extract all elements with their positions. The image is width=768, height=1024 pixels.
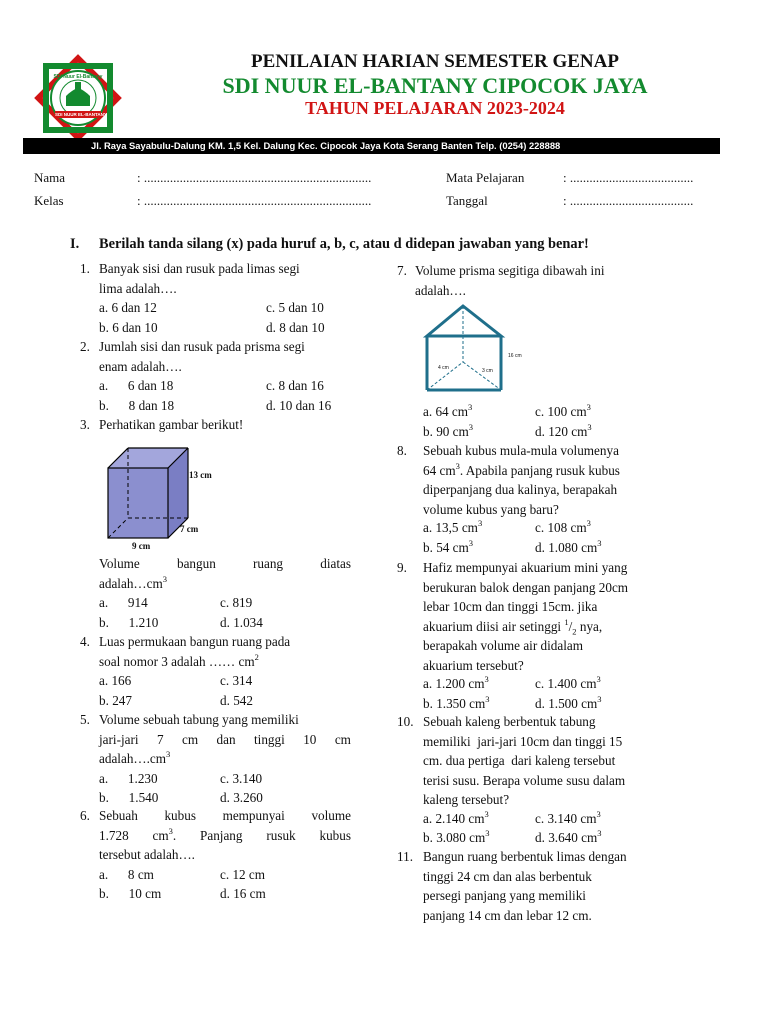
- prism-figure: [418, 302, 538, 394]
- question-text: volume kubus yang baru?: [423, 501, 559, 517]
- question-text: Perhatikan gambar berikut!: [99, 417, 244, 432]
- option-c[interactable]: c. 8 dan 16: [266, 378, 324, 393]
- logo-banner-text: SDI NUUR EL-BANTANY: [55, 112, 107, 117]
- nama-field[interactable]: : ......................................................................: [137, 170, 372, 185]
- option-d[interactable]: d. 3.260: [220, 790, 263, 805]
- option-b[interactable]: b. 90 $cm^3$: [423, 421, 474, 439]
- option-b[interactable]: b. 10 cm: [99, 886, 162, 901]
- option-b[interactable]: b. 1.540: [99, 790, 159, 805]
- question-text: persegi panjang yang memiliki: [423, 888, 586, 903]
- question-text: Sebuah kaleng berbentuk tabung: [423, 714, 596, 729]
- option-a[interactable]: a. 8 cm: [99, 866, 154, 882]
- question-text: Volume sebuah tabung yang memiliki: [99, 712, 299, 727]
- option-d[interactable]: d. 10 dan 16: [266, 397, 332, 413]
- mapel-label: Mata Pelajaran: [446, 170, 525, 185]
- option-d[interactable]: d. 542: [220, 692, 253, 708]
- dimension-label: 16 cm: [508, 353, 522, 359]
- question-number: 3.: [80, 417, 90, 432]
- question-text: Sebuah kubus mempunyai volume: [99, 808, 351, 823]
- question-text: cm. dua pertiga dari kaleng tersebut: [423, 753, 616, 768]
- dimension-label: 7 cm: [180, 524, 199, 534]
- option-b[interactable]: b. 1.210: [99, 614, 159, 630]
- option-a[interactable]: a. 914: [99, 595, 148, 610]
- question-text: Banyak sisi dan rusuk pada limas segi: [99, 261, 300, 276]
- question-text: $adalah\dots.cm^3$: [99, 749, 171, 766]
- question-text: Bangun ruang berbentuk limas dengan: [423, 849, 627, 864]
- cuboid-figure: [100, 440, 230, 552]
- option-a[interactable]: a. 64 $cm^3$: [423, 402, 473, 419]
- option-c[interactable]: c. 5 dan 10: [266, 300, 324, 315]
- question-text: Jumlah sisi dan rusuk pada prisma segi: [99, 339, 305, 354]
- option-b[interactable]: b. 54 $cm^3$: [423, 537, 474, 555]
- question-text: berukuran balok dengan panjang 20cm: [423, 579, 629, 595]
- question-text: 64 $cm^3$. Apabila panjang rusuk kubus: [423, 460, 620, 478]
- question-text: jari-jari 7 cm dan tinggi 10 cm: [99, 731, 351, 747]
- question-number: 1.: [80, 261, 90, 276]
- option-c[interactable]: c. 100 $cm^3$: [535, 402, 591, 419]
- option-b[interactable]: b. 6 dan 10: [99, 319, 158, 335]
- option-c[interactable]: c. 12 cm: [220, 866, 266, 882]
- option-c[interactable]: c. 314: [220, 673, 253, 688]
- question-text: tinggi 24 cm dan alas berbentuk: [423, 868, 592, 884]
- section-instruction: Berilah tanda silang (x) pada huruf a, b, c, atau d didepan jawaban yang benar!: [99, 236, 589, 252]
- mapel-field[interactable]: : ......................................: [563, 170, 694, 185]
- question-text: soal nomor 3 adalah …… $cm^2$: [99, 651, 259, 669]
- question-text: $adalah\dots cm^3$: [99, 573, 167, 591]
- option-a[interactable]: a. 1.230: [99, 770, 158, 786]
- option-d[interactable]: d. 120 $cm^3$: [535, 421, 592, 439]
- question-text: enam adalah….: [99, 358, 182, 374]
- option-a[interactable]: a. 6 dan 18: [99, 378, 174, 393]
- question-number: 9.: [397, 560, 407, 575]
- question-text: kaleng tersebut?: [423, 792, 510, 807]
- section-number: I.: [70, 236, 80, 252]
- question-text: lima adalah….: [99, 280, 177, 296]
- question-text: memiliki jari-jari 10cm dan tinggi 15: [423, 733, 623, 749]
- option-d[interactable]: d. 1.500 $cm^3$: [535, 693, 602, 711]
- question-text: akuarium tersebut?: [423, 657, 524, 673]
- kelas-label: Kelas: [34, 193, 64, 208]
- option-a[interactable]: a. 2.140 $cm^3$: [423, 808, 489, 826]
- option-a[interactable]: a. 6 dan 12: [99, 300, 157, 315]
- option-d[interactable]: d. 1.080 $cm^3$: [535, 537, 602, 555]
- option-d[interactable]: d. 3.640 $cm^3$: [535, 828, 602, 845]
- question-text: Volume prisma segitiga dibawah ini: [415, 263, 605, 278]
- question-number: 4.: [80, 634, 90, 649]
- option-c[interactable]: c. 108 $cm^3$: [535, 518, 591, 535]
- question-text: lebar 10cm dan tinggi 15cm. jika: [423, 599, 598, 614]
- address-bar: Jl. Raya Sayabulu-Dalung KM. 1,5 Kel. Dalung Kec. Cipocok Jaya Kota Serang Banten Telp. (0254) 228888: [23, 138, 720, 154]
- tanggal-field[interactable]: : ......................................: [563, 193, 694, 208]
- option-b[interactable]: b. 1.350 $cm^3$: [423, 693, 490, 711]
- question-number: 10.: [397, 714, 414, 729]
- tanggal-label: Tanggal: [446, 193, 488, 208]
- option-b[interactable]: b. 8 dan 18: [99, 397, 175, 413]
- question-text: akuarium diisi air setinggi $^1/_2$ nya,: [423, 616, 603, 637]
- question-number: 11.: [397, 849, 413, 864]
- option-a[interactable]: a. 166: [99, 673, 132, 688]
- question-text: adalah….: [415, 282, 466, 298]
- question-number: 5.: [80, 712, 90, 727]
- option-a[interactable]: a. 13,5 $cm^3$: [423, 518, 483, 535]
- school-logo: [22, 56, 134, 140]
- question-text: diperpanjang dua kalinya, berapakah: [423, 482, 618, 497]
- question-text: Volume bangun ruang diatas: [99, 556, 351, 571]
- question-text: berapakah volume air didalam: [423, 638, 584, 653]
- academic-year: TAHUN PELAJARAN 2023-2024: [305, 98, 565, 118]
- question-text: Hafiz mempunyai akuarium mini yang: [423, 560, 628, 575]
- nama-label: Nama: [34, 170, 66, 185]
- question-number: 8.: [397, 443, 407, 458]
- school-name: SDI NUUR EL-BANTANY CIPOCOK JAYA: [222, 73, 648, 98]
- page-title: PENILAIAN HARIAN SEMESTER GENAP: [251, 51, 619, 72]
- option-d[interactable]: d. 16 cm: [220, 886, 266, 901]
- option-c[interactable]: c. 3.140: [220, 770, 263, 786]
- question-text: 1.728 $cm^3$. Panjang rusuk kubus: [99, 825, 351, 843]
- kelas-field[interactable]: : ......................................................................: [137, 193, 372, 208]
- option-c[interactable]: c. 3.140 $cm^3$: [535, 808, 601, 826]
- question-text: tersebut adalah….: [99, 847, 195, 862]
- option-c[interactable]: c. 1.400 $cm^3$: [535, 674, 601, 691]
- dimension-label: 4 cm: [438, 365, 449, 371]
- logo-ring-text: SDI Nuur El-Bantany: [53, 74, 103, 80]
- option-d[interactable]: d. 8 dan 10: [266, 319, 325, 335]
- question-text: panjang 14 cm dan lebar 12 cm.: [423, 907, 592, 923]
- question-number: 6.: [80, 808, 90, 823]
- option-c[interactable]: c. 819: [220, 595, 253, 610]
- option-b[interactable]: b. 3.080 $cm^3$: [423, 828, 490, 845]
- question-number: 7.: [397, 263, 407, 278]
- question-text: Sebuah kubus mula-mula volumenya: [423, 443, 619, 458]
- question-text: terisi susu. Berapa volume susu dalam: [423, 772, 626, 788]
- option-d[interactable]: d. 1.034: [220, 614, 263, 630]
- question-text: Luas permukaan bangun ruang pada: [99, 634, 291, 649]
- dimension-label: 3 cm: [482, 368, 493, 374]
- option-a[interactable]: a. 1.200 $cm^3$: [423, 674, 489, 691]
- dimension-label: 13 cm: [189, 470, 212, 480]
- dimension-label: 9 cm: [132, 541, 151, 551]
- option-b[interactable]: b. 247: [99, 692, 132, 708]
- question-number: 2.: [80, 339, 90, 354]
